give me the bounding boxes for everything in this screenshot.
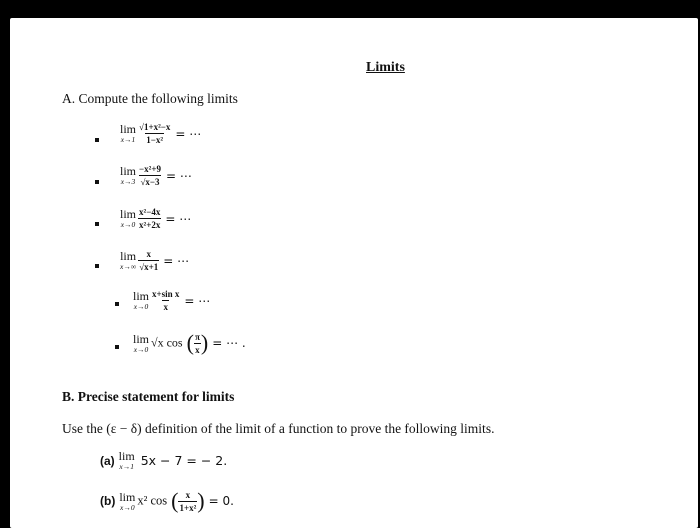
denominator: √x+1 xyxy=(139,262,159,272)
numerator: π xyxy=(194,331,200,342)
page-title: Limits xyxy=(366,60,405,75)
section-a-heading: A. Compute the following limits xyxy=(62,91,238,106)
proof-part-a xyxy=(100,450,227,471)
lim-word: lim xyxy=(120,249,137,263)
lim-sub: x→1 xyxy=(120,135,136,144)
lim-word: lim xyxy=(120,207,137,221)
lim-sub: x→1 xyxy=(119,462,134,471)
left-paren: ( xyxy=(186,330,194,355)
denominator: √x−3 xyxy=(140,177,160,187)
numerator: √1+x²−x xyxy=(139,122,171,132)
lim-word: lim xyxy=(119,489,136,504)
bullet xyxy=(95,264,99,268)
bullet xyxy=(115,345,119,349)
limit-item-3 xyxy=(120,207,191,230)
numerator: x xyxy=(146,249,151,259)
left-paren: ( xyxy=(171,488,179,513)
denominator: x²+2x xyxy=(139,220,161,230)
denominator: x xyxy=(195,344,200,355)
bullet xyxy=(95,222,99,226)
limit-item-2 xyxy=(120,164,192,187)
part-label: (b) xyxy=(100,494,116,508)
bullet xyxy=(95,180,99,184)
equals: = ⋯ . xyxy=(212,336,246,350)
part-label: (a) xyxy=(100,453,115,468)
equals: = ⋯ xyxy=(163,253,190,268)
lim-word: lim xyxy=(120,164,137,178)
denominator: x xyxy=(163,302,168,312)
expression: x² cos xyxy=(137,493,168,508)
equals: = ⋯ xyxy=(165,168,192,183)
limit-item-4 xyxy=(120,249,189,272)
equals: = ⋯ xyxy=(175,126,202,141)
document-page xyxy=(10,18,698,528)
denominator: 1+x² xyxy=(179,502,197,513)
bullet xyxy=(95,138,99,142)
lim-sub: x→0 xyxy=(133,344,149,354)
numerator: x+sin x xyxy=(152,289,180,299)
expression: 5x − 7 = − 2. xyxy=(140,453,228,468)
numerator: x²−4x xyxy=(139,207,161,217)
numerator: x xyxy=(185,489,191,500)
bullet xyxy=(115,302,119,306)
right-paren: ) xyxy=(197,488,205,513)
section-b-instruction: Use the (ε − δ) definition of the limit of a function to prove the following limits. xyxy=(62,421,495,436)
equals: = 0. xyxy=(208,494,234,508)
lim-word: lim xyxy=(118,449,135,463)
equals: = ⋯ xyxy=(165,211,192,226)
limit-item-5 xyxy=(133,289,210,312)
denominator: 1−x² xyxy=(146,135,164,145)
lim-sub: x→0 xyxy=(120,220,136,229)
lim-sub: x→∞ xyxy=(120,262,137,271)
section-b-heading: B. Precise statement for limits xyxy=(62,389,235,404)
expression: √x cos xyxy=(151,335,183,350)
numerator: −x²+9 xyxy=(139,164,161,174)
limit-item-6 xyxy=(133,330,246,356)
limit-item-1 xyxy=(120,122,201,145)
lim-word: lim xyxy=(133,331,150,346)
lim-sub: x→3 xyxy=(120,177,136,186)
proof-part-b xyxy=(100,488,234,514)
lim-sub: x→0 xyxy=(133,302,149,311)
lim-word: lim xyxy=(120,122,137,136)
equals: = ⋯ xyxy=(184,293,211,308)
right-paren: ) xyxy=(200,330,209,355)
lim-word: lim xyxy=(133,289,150,303)
lim-sub: x→0 xyxy=(120,502,135,512)
